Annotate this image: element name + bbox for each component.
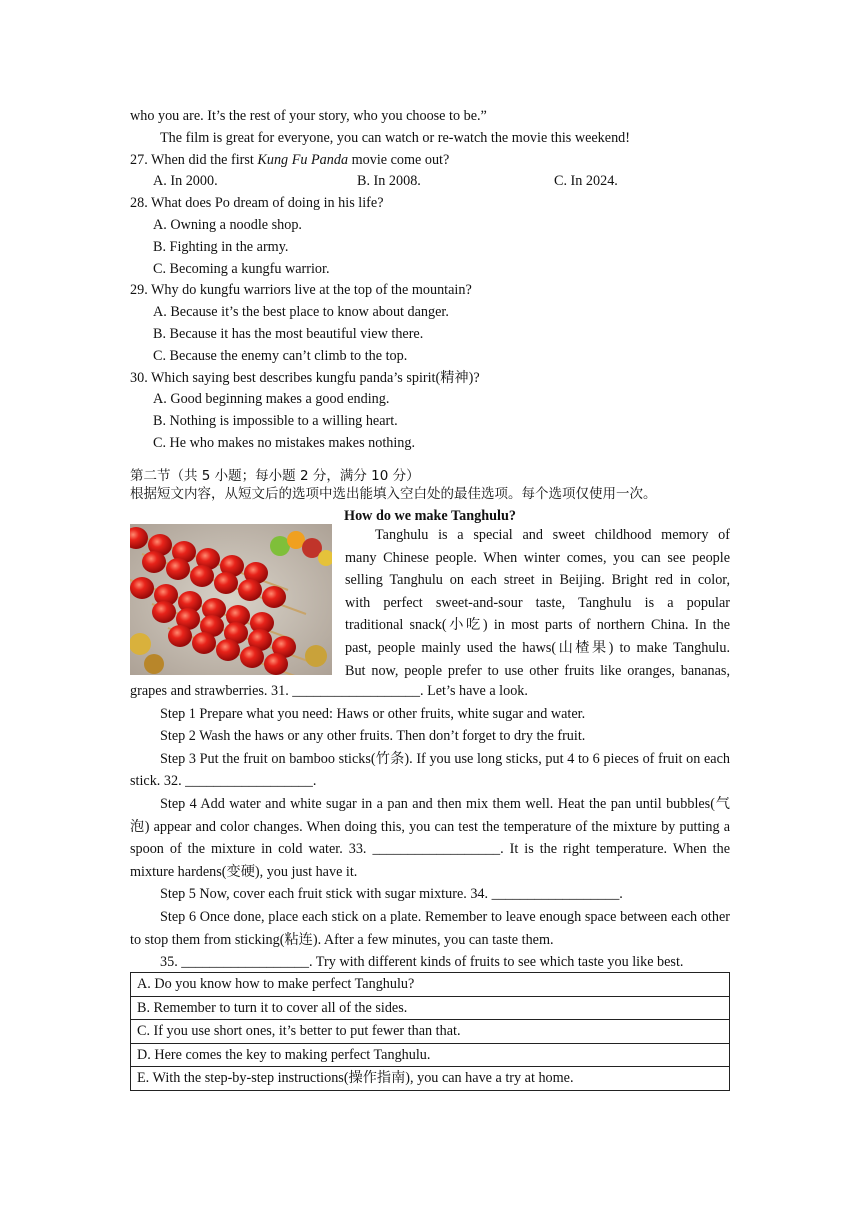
- intro-line-4: with perfect sweet-and-sour taste, Tanghulu is a popular: [345, 594, 730, 611]
- intro-line-3: selling Tanghulu on each street in Beijing. Bright red in color,: [345, 572, 730, 589]
- step-2: Step 2 Wash the haws or any other fruits. Then don’t forget to dry the fruit.: [160, 728, 586, 745]
- q29-option-a: A. Because it’s the best place to know about danger.: [153, 304, 449, 321]
- q28-option-a: A. Owning a noodle shop.: [153, 216, 302, 233]
- q28-option-b: B. Fighting in the army.: [153, 238, 289, 255]
- intro-line-1: Tanghulu is a special and sweet childhood memory of: [375, 527, 730, 543]
- haw-berry: [142, 551, 166, 573]
- step-6: Step 6 Once done, place each stick on a plate. Remember to leave enough space between each other to stop them from sticking(粘连). After a few minutes, you can taste them.: [130, 908, 730, 948]
- exam-page: [130, 106, 730, 1086]
- step-3: Step 3 Put the fruit on bamboo sticks(竹条). If you use long sticks, put 4 to 6 pieces of fruit on each stick. 32. __________________.: [130, 750, 730, 790]
- answer-choices-box: [130, 972, 730, 1091]
- haw-berry: [216, 639, 240, 661]
- question-28-stem: 28. What does Po dream of doing in his life?: [130, 195, 384, 212]
- choice-d: D. Here comes the key to making perfect Tanghulu.: [131, 1043, 729, 1067]
- question-30-stem: 30. Which saying best describes kungfu panda’s spirit(精神)?: [130, 369, 480, 386]
- intro-line-6: past, people mainly used the haws(山楂果) to make Tanghulu.: [345, 639, 730, 656]
- haw-berry: [166, 558, 190, 580]
- haw-berry: [168, 625, 192, 647]
- intro-tail-line: grapes and strawberries. 31. __________________. Let’s have a look.: [130, 683, 528, 699]
- q30-option-c: C. He who makes no mistakes makes nothing.: [153, 434, 416, 451]
- question-27-stem: [130, 150, 730, 172]
- intro-paragraph-wrapped: [345, 524, 730, 682]
- passage-tail-line: who you are. It’s the rest of your story, who you choose to be.”: [130, 108, 487, 124]
- haw-berry: [238, 579, 262, 601]
- blank-35-line: 35. __________________. Try with different kinds of fruits to see which taste you like best.: [160, 954, 684, 971]
- section-2-heading: 第二节（共 5 小题；每小题 2 分，满分 10 分）: [130, 467, 420, 484]
- q27-option-b: B. In 2008.: [357, 173, 421, 190]
- passage-title: How do we make Tanghulu?: [344, 507, 516, 524]
- intro-line-2: many Chinese people. When winter comes, you can see people: [345, 549, 730, 566]
- q27-stem-pre: 27. When did the first: [130, 151, 258, 168]
- haw-berry: [152, 601, 176, 623]
- question-27-options: [130, 171, 730, 193]
- intro-line-7: But now, people prefer to use other fruits like oranges, bananas,: [345, 662, 730, 679]
- step-5: Step 5 Now, cover each fruit stick with sugar mixture. 34. __________________.: [160, 886, 623, 903]
- q27-movie-title: Kung Fu Panda: [257, 151, 349, 168]
- passage-body: [130, 680, 730, 974]
- section-2-instruction: 根据短文内容，从短文后的选项中选出能填入空白处的最佳选项。每个选项仅使用一次。: [130, 485, 657, 502]
- choice-b: B. Remember to turn it to cover all of the sides.: [131, 996, 729, 1020]
- q28-option-c: C. Becoming a kungfu warrior.: [153, 260, 330, 277]
- question-29-stem: 29. Why do kungfu warriors live at the top of the mountain?: [130, 282, 472, 299]
- q30-option-a: A. Good beginning makes a good ending.: [153, 391, 390, 408]
- step-1: Step 1 Prepare what you need: Haws or other fruits, white sugar and water.: [160, 705, 586, 722]
- choice-a: A. Do you know how to make perfect Tanghulu?: [137, 976, 415, 992]
- choice-c: C. If you use short ones, it’s better to put fewer than that.: [131, 1019, 729, 1043]
- tanghulu-photo: [130, 524, 332, 675]
- q27-stem-post: movie come out?: [348, 151, 450, 168]
- haw-berry: [264, 653, 288, 675]
- passage-closing-line: The film is great for everyone, you can watch or re-watch the movie this weekend!: [160, 129, 630, 146]
- choice-e: E. With the step-by-step instructions(操作指南), you can have a try at home.: [131, 1066, 729, 1090]
- haw-berry: [214, 572, 238, 594]
- q29-option-b: B. Because it has the most beautiful view there.: [153, 325, 424, 342]
- haw-berry: [192, 632, 216, 654]
- q30-option-b: B. Nothing is impossible to a willing heart.: [153, 413, 398, 430]
- haw-berry: [190, 565, 214, 587]
- q27-option-c: C. In 2024.: [554, 173, 618, 190]
- q29-option-c: C. Because the enemy can’t climb to the top.: [153, 347, 408, 364]
- tanghulu-photo-svg: [130, 524, 332, 675]
- q27-option-a: A. In 2000.: [153, 173, 218, 190]
- step-4: Step 4 Add water and white sugar in a pan and then mix them well. Heat the pan until bubbles(气泡) appear and color changes. When doing this, you can test the temperature of the mixture by putting a spoon of the mixture in cold water. 33. __________________. It is the right temperature. When the mixture hardens(变硬), you just have it.: [130, 795, 730, 880]
- haw-berry: [130, 577, 154, 599]
- intro-line-5: traditional snack(小吃) in most parts of northern China. In the: [345, 617, 730, 634]
- haw-berry: [262, 586, 286, 608]
- haw-berry: [240, 646, 264, 668]
